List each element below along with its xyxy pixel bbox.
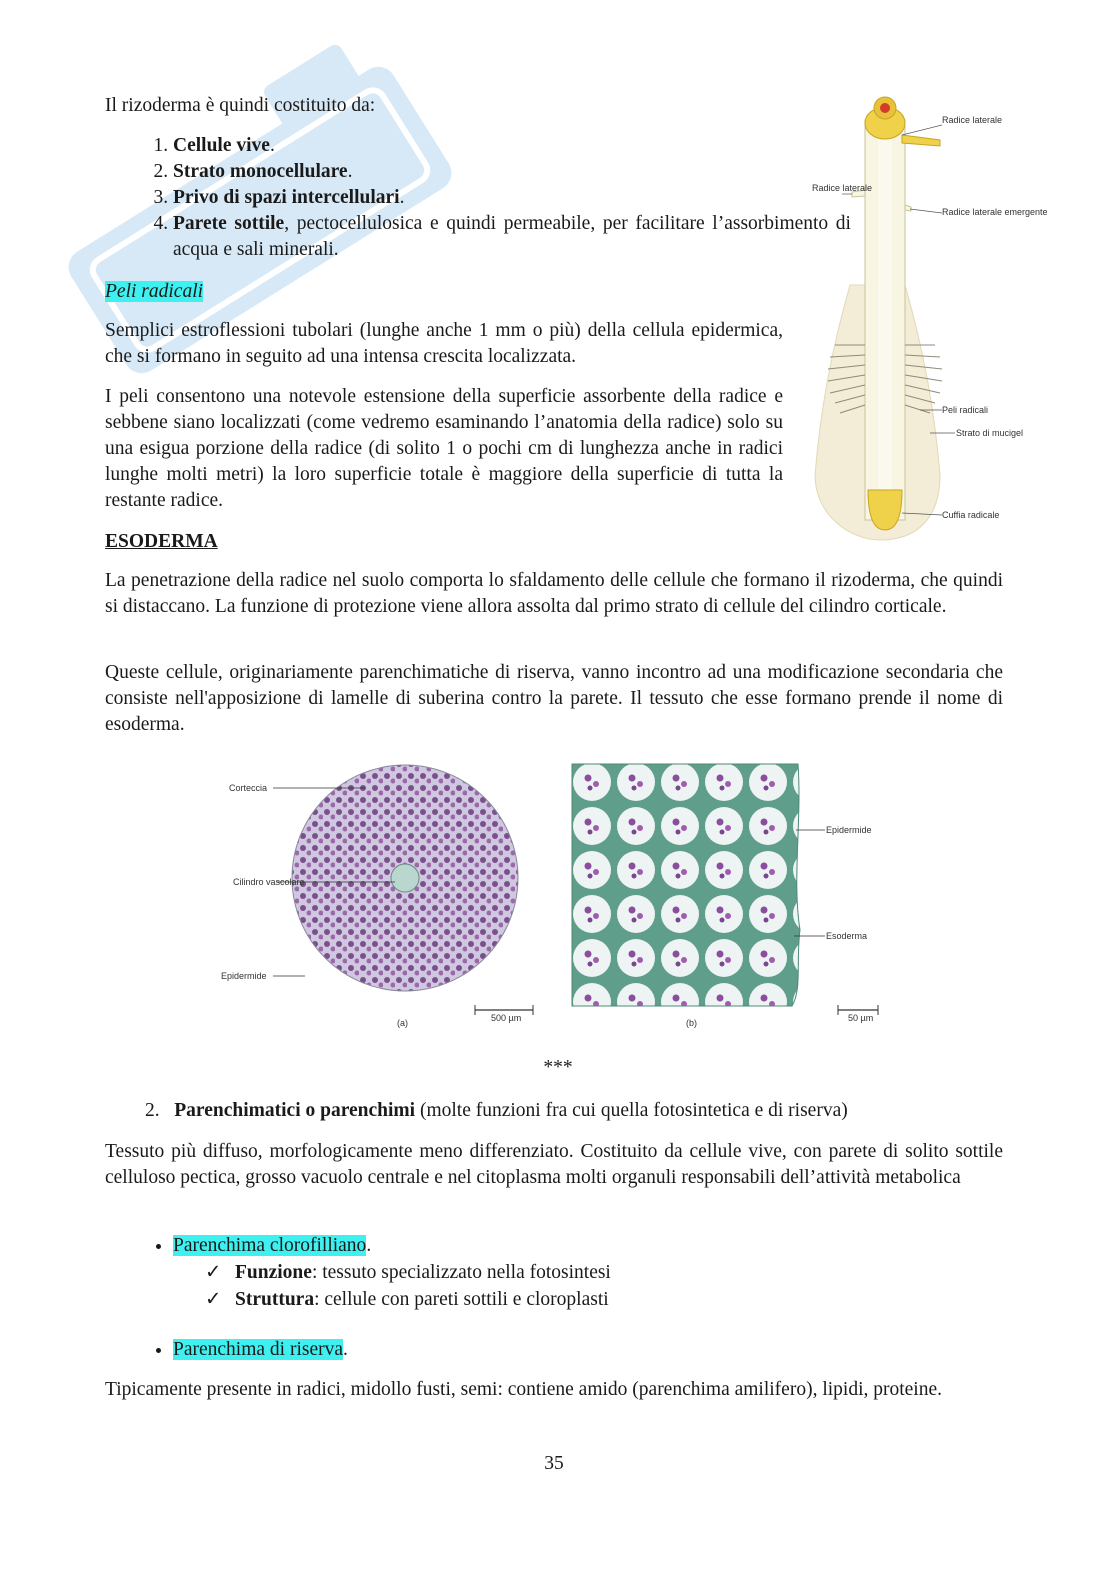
label-strato-mucigel: Strato di mucigel [956,428,1024,438]
root-illustration [810,95,1048,545]
label-cuffia-radicale: Cuffia radicale [942,510,1000,520]
label-peli-radicali: Peli radicali [942,405,989,415]
clorofilliano-block [105,1233,1003,1313]
label-corteccia: Corteccia [229,783,268,793]
parenchimi-paragraph-1: Tessuto più diffuso, morfologicamente meno differenziato. Costituito da cellule vive, con parete di solito sottile celluloso pectica, grosso vacuolo centrale e nel citoplasma molti organuli responsabili dell’attività metabolica [105,1141,1003,1188]
label-radice-laterale-1: Radice laterale [942,115,1003,125]
bullet-clorofilliano: • Parenchima clorofilliano. [173,1233,1003,1259]
label-radice-laterale-2: Radice laterale [812,183,873,193]
label-epidermide-a: Epidermide [221,971,267,981]
label-radice-emergente: Radice laterale emergente [942,207,1048,217]
scale-a: 500 µm [491,1013,522,1023]
intro-text: Il rizoderma è quindi costituito da: [105,95,376,116]
esoderma-paragraph-2: Queste cellule, originariamente parenchimatiche di riserva, vanno incontro ad una modificazione secondaria che consiste nell'apposizione di lamelle di suberina contro la parete. Il tessuto che esse formano prende il nome di esoderma. [105,662,1003,735]
check-funzione: ✓ Funzione: tessuto specializzato nella fotosintesi [205,1259,1003,1286]
list-item: 2. Strato monocellulare. [173,159,851,185]
parenchimi-heading: 2. Parenchimatici o parenchimi (molte funzioni fra cui quella fotosintetica e di riserva) [145,1100,848,1121]
figure-tag-b: (b) [686,1018,697,1028]
rizoderma-list [105,133,851,263]
page-number: 35 [544,1453,564,1474]
label-cilindro-vascolare: Cilindro vascolare [233,877,305,887]
label-esoderma: Esoderma [826,931,868,941]
check-struttura: ✓ Struttura: cellule con pareti sottili e cloroplasti [205,1286,1003,1313]
scale-b: 50 µm [848,1013,874,1023]
bullet-riserva: • Parenchima di riserva. [173,1337,1003,1363]
peli-paragraph-2: I peli consentono una notevole estensione della superficie assorbente della radice e sebbene siano localizzati (come vedremo esaminando l’anatomia della radice) solo su una esigua porzione della radice (di solito 1 o pochi cm di lunghezza anche in radici lunghe molti metri) la loro superficie totale è maggiore della superficie di tutta la restante radice. [105,386,783,511]
list-item: 4. Parete sottile, pectocellulosica e quindi permeabile, per facilitare l’assorbimento di acqua e sali minerali. [173,211,851,263]
micrograph-a [215,760,545,1035]
riserva-block [105,1337,1003,1363]
separator: *** [543,1057,573,1078]
esoderma-paragraph-1: La penetrazione della radice nel suolo comporta lo sfaldamento delle cellule che formano il rizoderma, che quindi si distaccano. La funzione di protezione viene allora assolta dal primo strato di cellule del cilindro corticale. [105,570,1003,617]
peli-paragraph-1: Semplici estroflessioni tubolari (lunghe anche 1 mm o più) della cellula epidermica, che si formano in seguito ad una intensa crescita localizzata. [105,320,783,367]
parenchimi-paragraph-2: Tipicamente presente in radici, midollo fusti, semi: contiene amido (parenchima amilifero), lipidi, proteine. [105,1379,943,1400]
esoderma-heading: ESODERMA [105,531,218,552]
label-epidermide-b: Epidermide [826,825,872,835]
figure-tag-a: (a) [397,1018,408,1028]
list-item: 1. Cellule vive. [173,133,851,159]
micrograph-b [570,760,890,1035]
peli-heading: Peli radicali [105,281,204,302]
list-item: 3. Privo di spazi intercellulari. [173,185,851,211]
